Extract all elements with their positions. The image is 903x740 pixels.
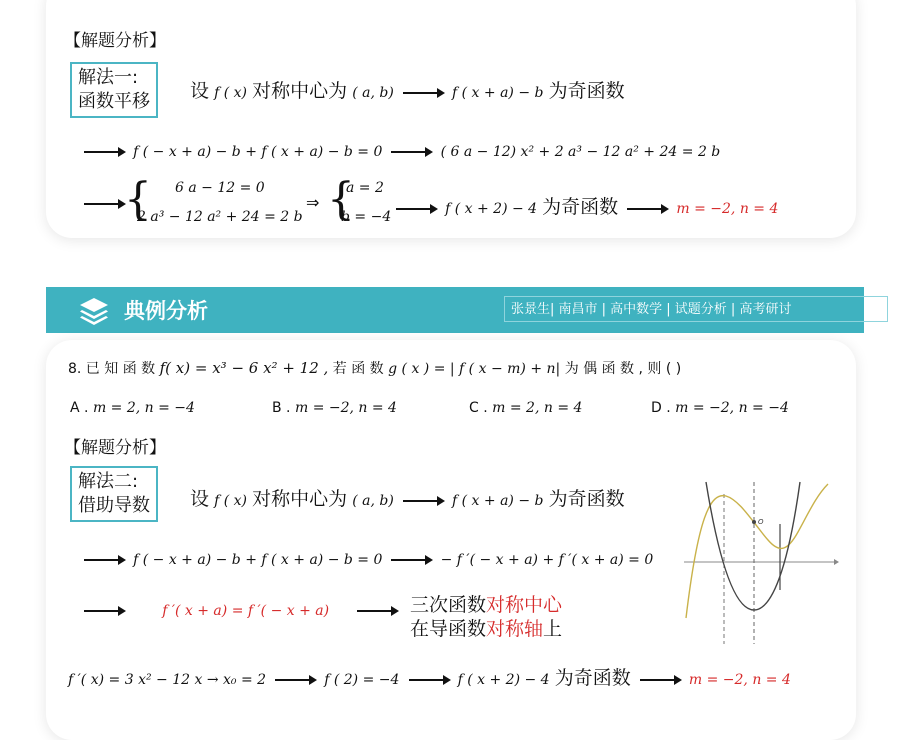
s2-line2-expr1: f ( − x + a) − b + f ( x + a) − b = 0 — [133, 552, 383, 568]
s2-line4-expr3: f ( x + 2) − 4 — [457, 672, 550, 688]
s2-line1-prefix: 设 — [190, 488, 210, 510]
section2-line2 — [80, 549, 653, 568]
stem-suffix: 为 偶 函 数 , 则 ( ) — [564, 361, 682, 377]
s2-line1-expr2: ( a, b) — [352, 493, 394, 509]
s2-note1 — [410, 590, 562, 617]
layers-icon — [78, 296, 110, 326]
arrow-icon — [396, 208, 436, 210]
arrow-icon — [84, 610, 124, 612]
choice-c[interactable] — [469, 400, 582, 416]
banner-tags: 张景生| 南昌市 | 高中数学 | 试题分析 | 高考研讨 — [504, 296, 888, 322]
arrow-icon — [275, 679, 315, 681]
system1-eq2: 2 a³ − 12 a² + 24 = 2 b — [137, 209, 303, 225]
line3-suffix: 为奇函数 — [542, 196, 619, 218]
left-brace-icon: { — [327, 174, 355, 225]
function-graph — [680, 478, 840, 648]
method2-label — [70, 466, 158, 522]
choice-d-letter: D . — [651, 400, 671, 416]
section-banner — [46, 287, 864, 333]
s2-line4-suffix: 为奇函数 — [554, 667, 631, 689]
arrow-icon — [84, 203, 124, 205]
arrow-icon — [640, 679, 680, 681]
choice-a[interactable] — [70, 400, 195, 416]
s2-note2-c: 上 — [543, 618, 563, 640]
choice-b-letter: B . — [272, 400, 291, 416]
line1-expr2: ( a, b) — [352, 85, 394, 101]
s2-note2-a: 在导函数 — [410, 618, 487, 640]
section1-line3-arrow — [80, 193, 128, 212]
arrow-icon — [391, 151, 431, 153]
section1-line2 — [80, 141, 720, 160]
choice-a-letter: A . — [70, 400, 89, 416]
method1-label-line2: 函数平移 — [78, 91, 150, 112]
section1-line1 — [190, 76, 625, 103]
line3-result: m = −2, n = 4 — [676, 201, 779, 217]
arrow-icon — [391, 559, 431, 561]
left-brace-icon: { — [124, 174, 152, 225]
s2-line1-expr3: f ( x + a) − b — [452, 493, 544, 509]
question-stem — [68, 358, 681, 378]
x-axis-arrow-icon — [834, 559, 839, 565]
stem-g: g ( x ) = | f ( x − m) + n| — [388, 361, 561, 377]
choice-b[interactable] — [272, 400, 397, 416]
center-point — [752, 520, 756, 524]
line2-expr2: ( 6 a − 12) x² + 2 a³ − 12 a² + 24 = 2 b — [440, 144, 721, 160]
arrow-icon — [627, 208, 667, 210]
arrow-icon — [403, 92, 443, 94]
stem-mid: 若 函 数 — [332, 361, 384, 377]
banner-title: 典例分析 — [124, 299, 208, 323]
s2-line1-suffix: 为奇函数 — [548, 488, 625, 510]
section2-heading: 【解题分析】 — [64, 438, 166, 458]
s2-note1-b: 对称中心 — [486, 594, 563, 616]
arrow-icon — [409, 679, 449, 681]
stem-prefix: 8. 已 知 函 数 — [68, 361, 156, 377]
s2-line1-expr1: f ( x) — [214, 493, 248, 509]
line1-expr3: f ( x + a) − b — [452, 85, 544, 101]
s2-note2 — [410, 614, 562, 641]
choice-c-text: m = 2, n = 4 — [492, 400, 583, 416]
s2-note1-a: 三次函数 — [410, 594, 487, 616]
choice-c-letter: C . — [469, 400, 488, 416]
method2-label-line1: 解法二: — [78, 471, 139, 492]
line3-expr: f ( x + 2) − 4 — [445, 201, 538, 217]
s2-note2-b: 对称轴 — [486, 618, 544, 640]
method1-label-line1: 解法一: — [78, 67, 139, 88]
stem-f: f( x) = x³ − 6 x² + 12 , — [159, 359, 329, 377]
choice-d[interactable] — [651, 400, 789, 416]
implies-symbol: ⇒ — [306, 193, 320, 212]
section2-line3 — [80, 600, 401, 619]
section2-line1 — [190, 484, 625, 511]
s2-line4-expr2: f ( 2) = −4 — [324, 672, 400, 688]
arrow-icon — [84, 559, 124, 561]
choice-b-text: m = −2, n = 4 — [294, 400, 397, 416]
line1-prefix: 设 — [190, 80, 210, 102]
method2-label-line2: 借助导数 — [78, 495, 150, 516]
s2-line4-expr1: f ′( x) = 3 x² − 12 x → x₀ = 2 — [68, 672, 267, 688]
line2-expr1: f ( − x + a) − b + f ( x + a) − b = 0 — [133, 144, 383, 160]
s2-line1-text: 对称中心为 — [252, 488, 348, 510]
method1-label — [70, 62, 158, 118]
system2-eq1: a = 2 — [346, 180, 384, 196]
arrow-icon — [84, 151, 124, 153]
arrow-icon — [403, 500, 443, 502]
system1-eq1: 6 a − 12 = 0 — [175, 180, 265, 196]
choice-a-text: m = 2, n = −4 — [92, 400, 195, 416]
line1-text: 对称中心为 — [252, 80, 348, 102]
s2-line4-result: m = −2, n = 4 — [688, 672, 791, 688]
s2-line3-expr: f ′( x + a) = f ′( − x + a) — [162, 603, 330, 619]
line1-expr1: f ( x) — [214, 85, 248, 101]
origin-label: O — [758, 518, 764, 526]
arrow-icon — [357, 610, 397, 612]
section1-heading: 【解题分析】 — [64, 31, 166, 51]
s2-line2-expr2: − f ′( − x + a) + f ′( x + a) = 0 — [440, 552, 654, 568]
cubic-curve — [686, 484, 828, 618]
line1-suffix: 为奇函数 — [548, 80, 625, 102]
choice-d-text: m = −2, n = −4 — [675, 400, 789, 416]
section1-line3-tail — [392, 192, 778, 219]
system2-eq2: b = −4 — [341, 209, 392, 225]
section2-line4 — [68, 663, 791, 690]
parabola-curve — [706, 482, 800, 610]
